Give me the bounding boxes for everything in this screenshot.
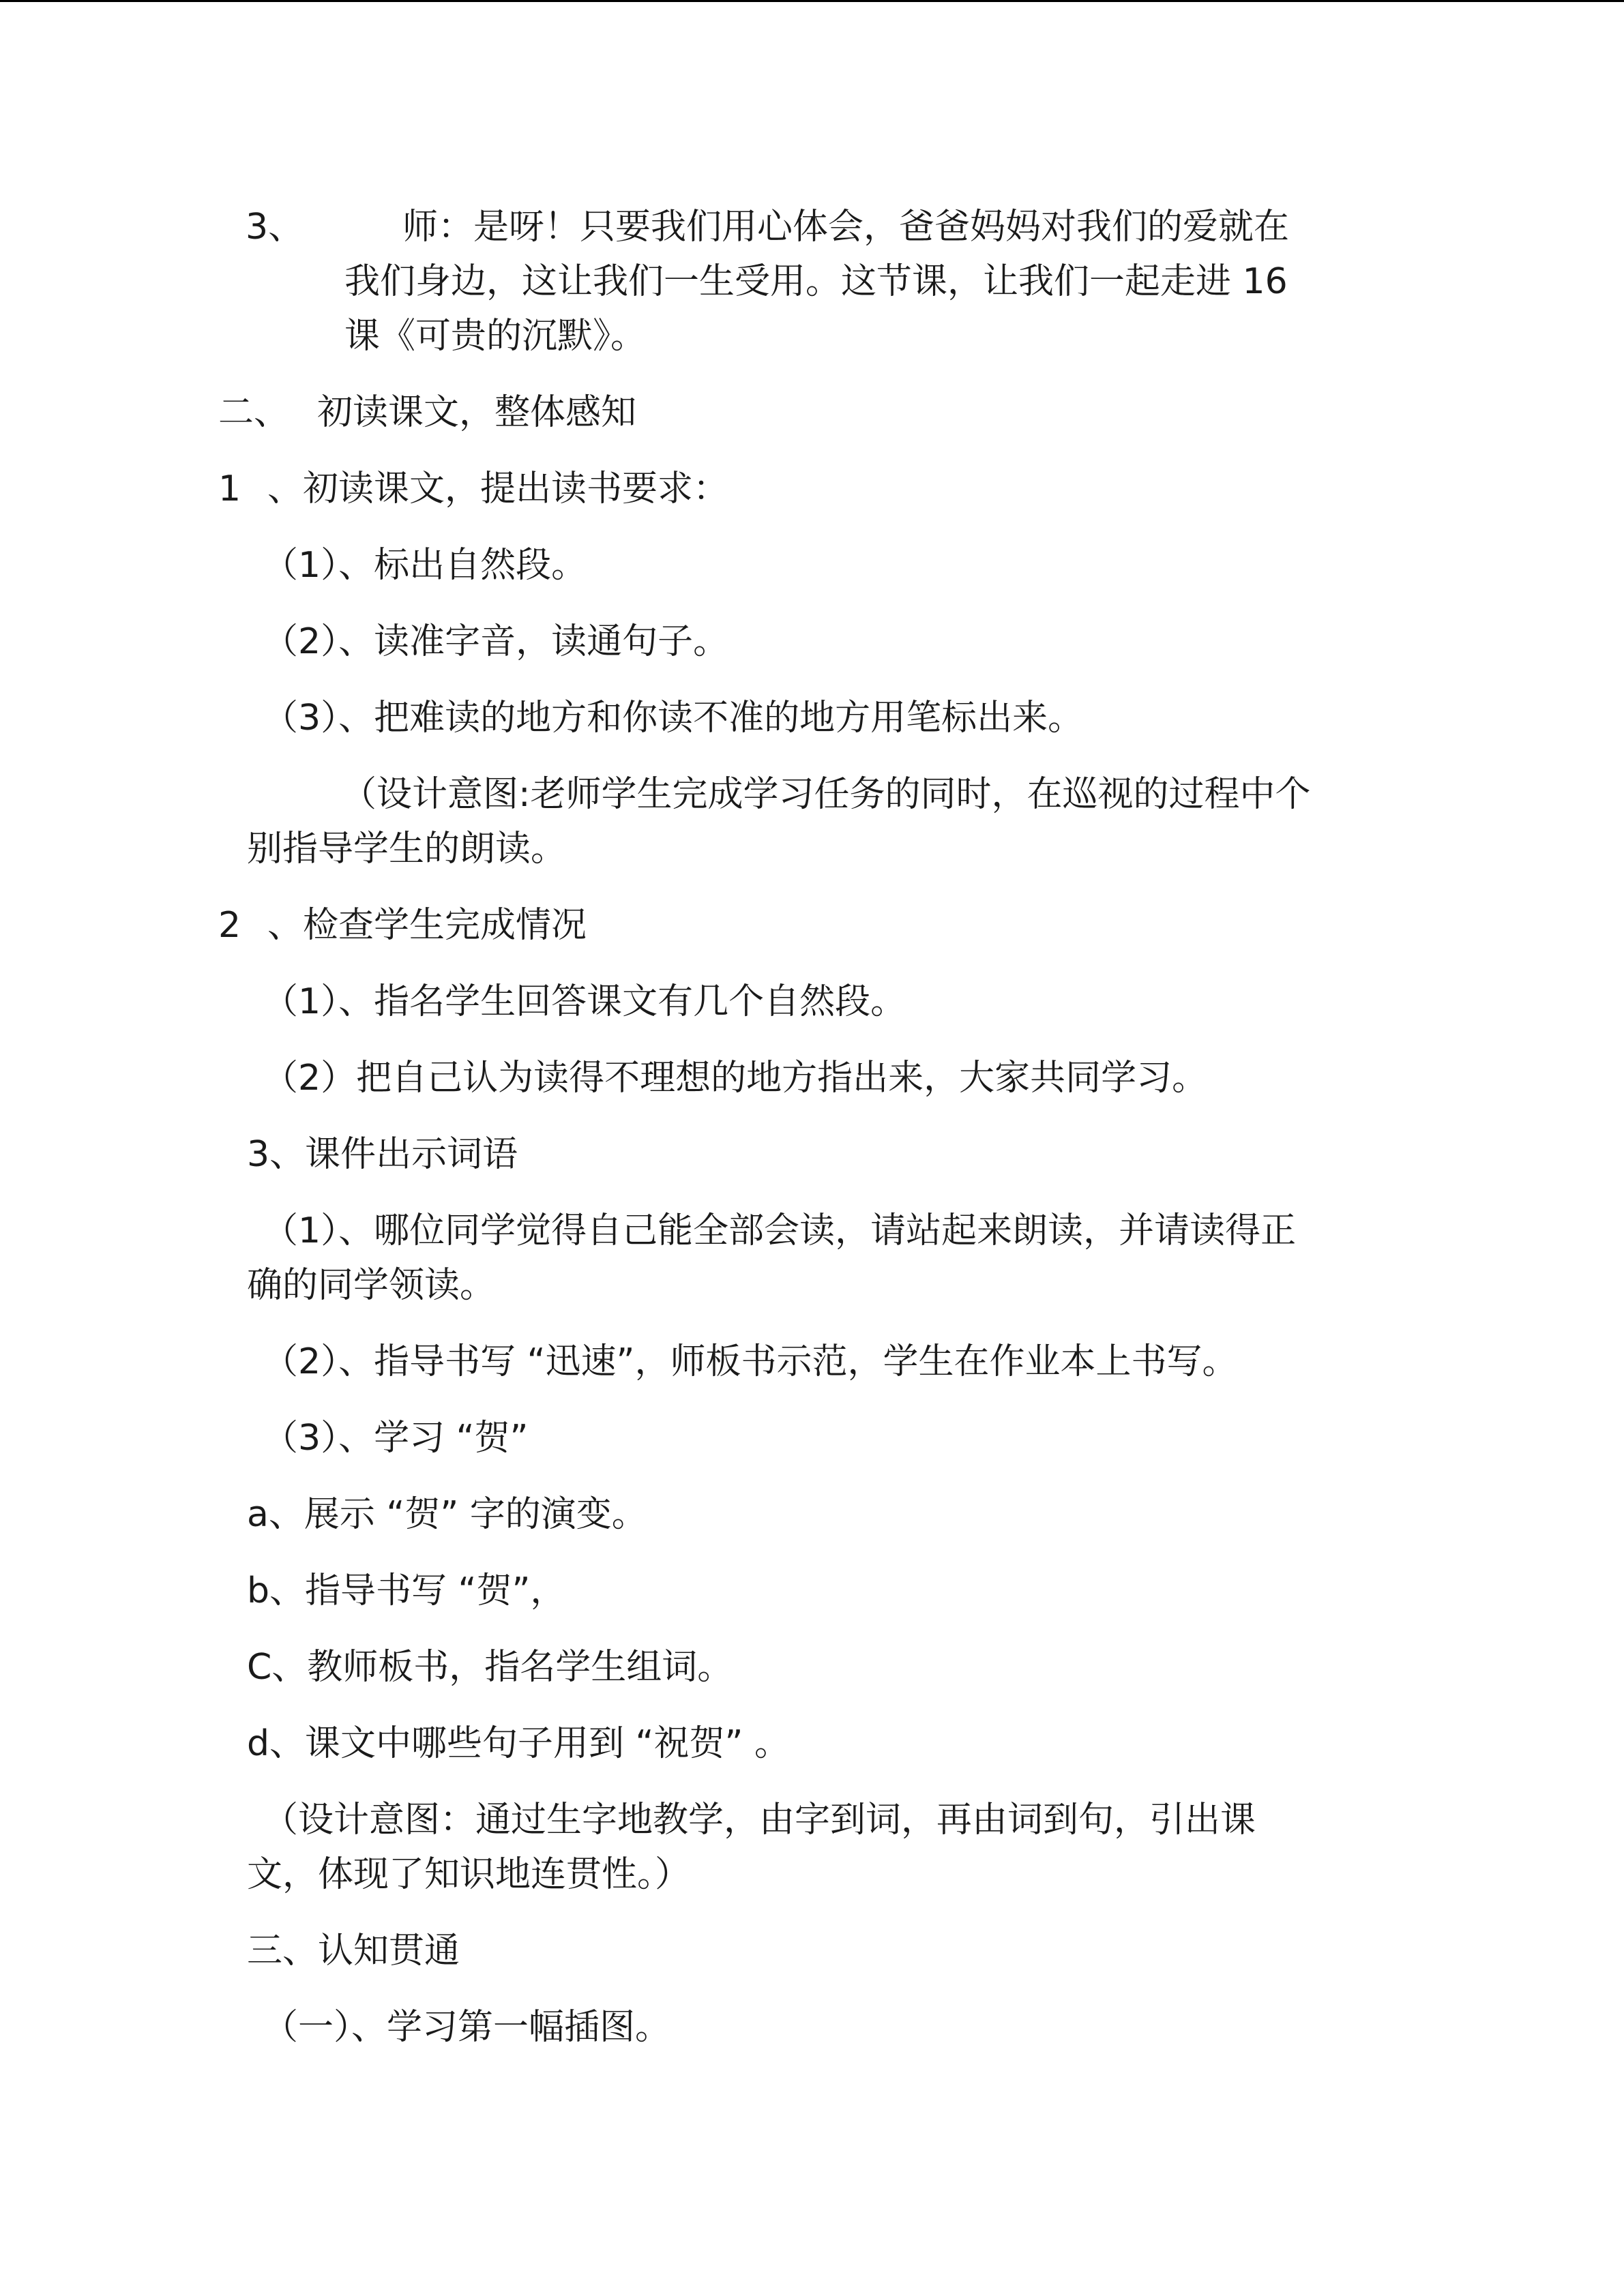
section-heading-3: 三、认知贯通 (247, 1930, 460, 1971)
sub-item-a: a、展示 “贺” 字的演变。 (247, 1494, 647, 1535)
list-item: （1）、标出自然段。 (263, 545, 587, 586)
paragraph-text: 课《可贵的沉默》。 (344, 316, 647, 357)
step-number: 1 (218, 468, 241, 509)
list-item: （2）把自己认为读得不理想的地方指出来，大家共同学习。 (263, 1058, 1208, 1099)
list-item: 确的同学领读。 (247, 1265, 496, 1306)
list-item-3 (246, 203, 1371, 251)
step-text: 、检查学生完成情况 (267, 905, 587, 946)
design-note: （设计意图：通过生字地教学，由字到词，再由词到句，引出课 (263, 1800, 1256, 1840)
paragraph-text: 我们身边，这让我们一生受用。这节课，让我们一起走进 16 (344, 261, 1288, 302)
list-item: （2）、读准字音，读通句子。 (263, 621, 729, 662)
paragraph-text: 师：是呀！只要我们用心体会，爸爸妈妈对我们的爱就在 (402, 207, 1290, 248)
list-item: （1）、哪位同学觉得自己能全部会读，请站起来朗读，并请读得正 (263, 1210, 1297, 1251)
sub-item-c: C、教师板书，指名学生组词。 (247, 1647, 733, 1688)
design-note: 文，体现了知识地连贯性。） (247, 1854, 691, 1895)
page-top-border (0, 0, 1624, 2)
list-item: （3）、学习 “贺” (263, 1418, 529, 1459)
section-heading-2 (218, 389, 1344, 436)
design-note: 别指导学生的朗读。 (247, 829, 567, 869)
step-2 (218, 901, 1344, 949)
step-text: 、初读课文，提出读书要求： (267, 468, 729, 509)
list-item: （3）、把难读的地方和你读不准的地方用笔标出来。 (263, 698, 1084, 739)
section-title: 初读课文，整体感知 (317, 392, 637, 433)
step-1 (218, 465, 1344, 513)
list-item: （1）、指名学生回答课文有几个自然段。 (263, 981, 906, 1022)
design-note: （设计意图:老师学生完成学习任务的同时，在巡视的过程中个 (341, 774, 1311, 815)
list-item: （一）、学习第一幅插图。 (263, 2007, 671, 2048)
section-number: 二、 (218, 392, 290, 433)
list-number: 3、 (246, 207, 304, 248)
sub-item-b: b、指导书写 “贺”， (247, 1570, 566, 1611)
step-number: 2 (218, 905, 241, 946)
list-item: （2）、指导书写 “迅速”，师板书示范，学生在作业本上书写。 (263, 1341, 1238, 1382)
step-3-title: 3、课件出示词语 (247, 1134, 518, 1175)
sub-item-d: d、课文中哪些句子用到 “祝贺” 。 (247, 1723, 790, 1764)
